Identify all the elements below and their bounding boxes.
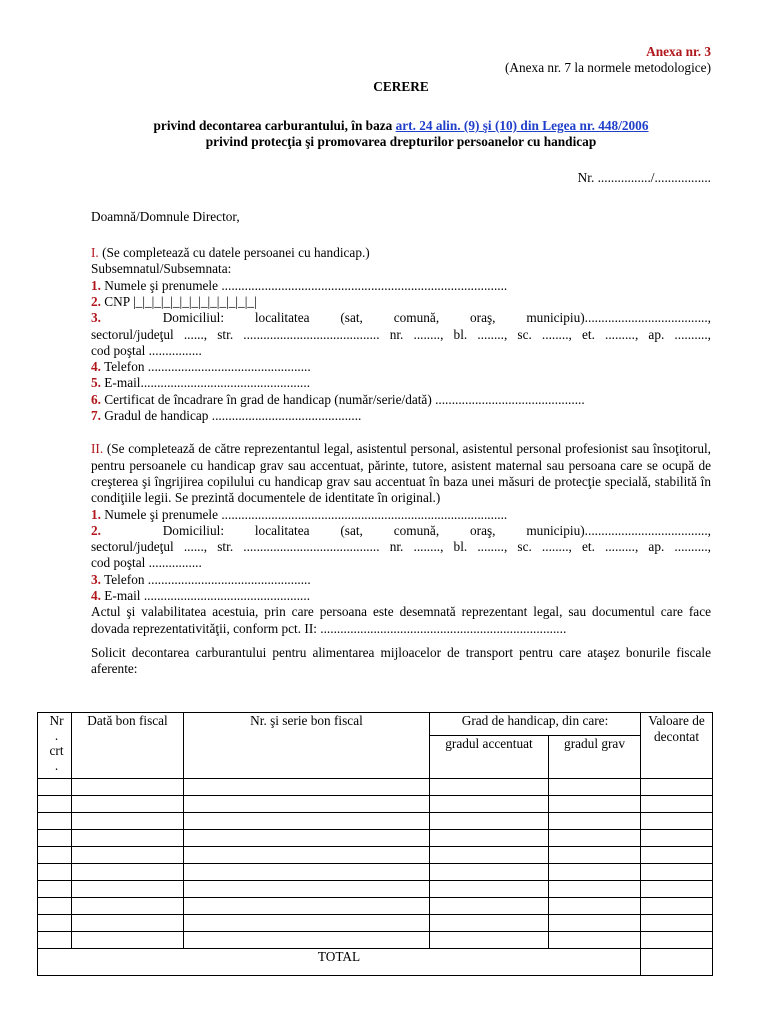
document-title: CERERE: [373, 78, 429, 94]
col-header-series: Nr. şi serie bon fiscal: [184, 713, 430, 779]
section1-intro: I. (Se completează cu datele persoanei cu handicap.): [91, 245, 370, 261]
table-row[interactable]: [38, 779, 713, 796]
table-row[interactable]: [38, 796, 713, 813]
section1-subsemnatul: Subsemnatul/Subsemnata:: [91, 261, 232, 277]
section1-field-certificate[interactable]: 6. Certificat de încadrare în grad de handicap (număr/serie/dată) .............................................: [91, 391, 585, 407]
subtitle-text: privind decontarea carburantului, în baza: [153, 117, 396, 133]
col-header-grade: Grad de handicap, din care:: [430, 713, 641, 736]
document-subtitle-2: privind protecţia şi promovarea drepturilor persoanelor cu handicap: [205, 134, 597, 150]
col-header-nr: Nr . crt .: [38, 713, 72, 779]
col-header-grav: gradul grav: [549, 736, 641, 779]
section2-field-name[interactable]: 1. Numele şi prenumele ......................................................................................: [91, 506, 508, 522]
document-subtitle: [91, 118, 711, 134]
section1-field-phone[interactable]: 4. Telefon .................................................: [91, 359, 311, 375]
section2-roman: II.: [91, 441, 104, 457]
section2-intro: II. (Se completează de către reprezentantul legal, asistentul personal, asistentul personal profesionist sau însoţitorul, pentru persoanele cu handicap grav sau accentuat, părinte, tutore, asistent maternal sau persoana care se ocupă de creşterea şi îngrijirea copilului cu handicap grav sau accentuat în baza unei măsuri de protecţie specială, stabilită în condiţiile legii. Se prezintă documentele de identitate în original.): [91, 441, 711, 506]
section1-field-address[interactable]: 3. Domiciliul: localitatea (sat, comună, oraş, municipiu).....................................,: [91, 310, 711, 326]
table-row[interactable]: [38, 898, 713, 915]
section1-field-cnp[interactable]: 2. CNP |_|_|_|_|_|_|_|_|_|_|_|_|_|: [91, 293, 257, 309]
section1-address-postal[interactable]: cod poştal ................: [91, 342, 202, 358]
total-label: TOTAL: [38, 949, 641, 976]
col-header-date: Dată bon fiscal: [72, 713, 184, 779]
section1-field-email[interactable]: 5. E-mail...................................................: [91, 375, 311, 391]
col-header-value: Valoare de decontat: [641, 713, 713, 779]
section1-field-grade[interactable]: 7. Gradul de handicap .............................................: [91, 408, 362, 424]
table-row[interactable]: [38, 847, 713, 864]
section2-address-line2[interactable]: sectorul/judeţul ......, str. ......................................... nr. ........, bl. ........, sc. ........, et. ........., ap. ..........,: [91, 539, 711, 555]
table-row[interactable]: [38, 813, 713, 830]
section2-act-text: Actul şi valabilitatea acestuia, prin care persoana este desemnată reprezentant legal, sau documentul care face dovada reprezentativităţii, conform pct. II: ..........................................................................: [91, 604, 711, 636]
total-row: [38, 949, 713, 976]
receipts-table: [37, 712, 713, 976]
document-page: [91, 44, 711, 678]
section2-address-postal[interactable]: cod poştal ................: [91, 555, 202, 571]
table-row[interactable]: [38, 830, 713, 847]
request-number: Nr. ................/.................: [577, 170, 711, 186]
table-row[interactable]: [38, 881, 713, 898]
law-link[interactable]: art. 24 alin. (9) şi (10) din Legea nr. 448/2006: [395, 117, 649, 133]
total-value-cell[interactable]: [641, 949, 713, 976]
section2-solicit-text: Solicit decontarea carburantului pentru alimentarea mijloacelor de transport pentru care ataşez bonurile fiscale aferente:: [91, 644, 711, 677]
col-header-accentuat: gradul accentuat: [430, 736, 549, 779]
section2-field-phone[interactable]: 3. Telefon .................................................: [91, 571, 311, 587]
table-row[interactable]: [38, 864, 713, 881]
table-row[interactable]: [38, 915, 713, 932]
section1-roman: I.: [91, 245, 99, 261]
annex-subtitle: (Anexa nr. 7 la normele metodologice): [504, 60, 711, 76]
section1-address-line2[interactable]: sectorul/judeţul ......, str. ......................................... nr. ........, bl. ........, sc. ........, et. ........., ap. ..........,: [91, 326, 711, 342]
salutation: Doamnă/Domnule Director,: [91, 208, 240, 224]
annex-number: Anexa nr. 3: [646, 44, 711, 59]
section2-field-address[interactable]: 2. Domiciliul: localitatea (sat, comună, oraş, municipiu).....................................,: [91, 522, 711, 538]
table-row[interactable]: [38, 932, 713, 949]
section2-field-email[interactable]: 4. E-mail ..................................................: [91, 588, 311, 604]
section1-field-name[interactable]: 1. Numele şi prenumele ......................................................................................: [91, 277, 508, 293]
